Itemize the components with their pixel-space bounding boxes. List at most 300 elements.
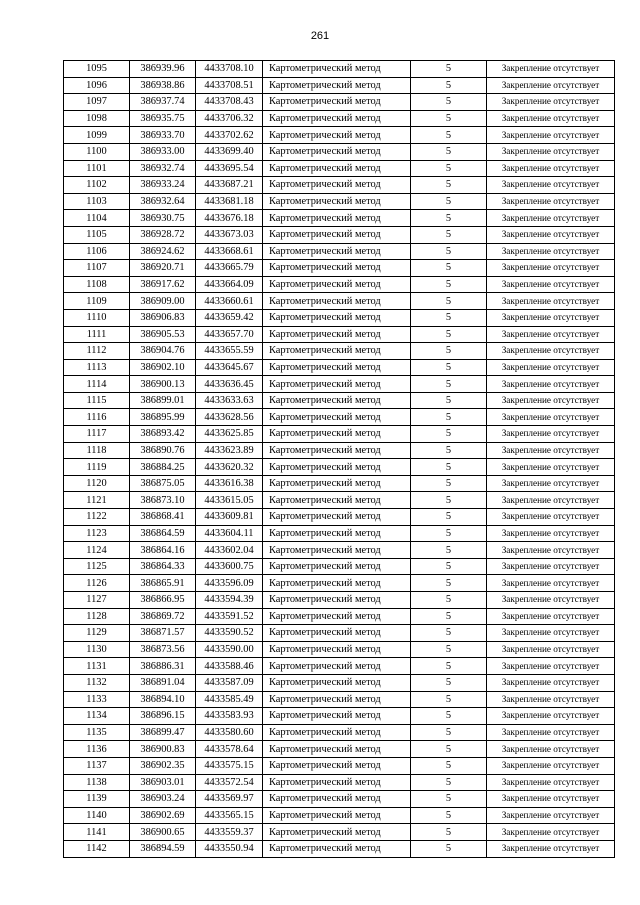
accuracy-cell: 5 (411, 757, 487, 774)
y-coordinate-cell: 4433708.10 (196, 61, 263, 78)
method-cell: Картометрический метод (263, 475, 411, 492)
accuracy-cell: 5 (411, 492, 487, 509)
y-coordinate-cell: 4433616.38 (196, 475, 263, 492)
x-coordinate-cell: 386894.59 (130, 840, 196, 857)
y-coordinate-cell: 4433590.52 (196, 625, 263, 642)
accuracy-cell: 5 (411, 525, 487, 542)
fixing-cell: Закрепление отсутствует (487, 392, 615, 409)
x-coordinate-cell: 386871.57 (130, 625, 196, 642)
y-coordinate-cell: 4433645.67 (196, 359, 263, 376)
table-row (64, 94, 615, 111)
method-cell: Картометрический метод (263, 459, 411, 476)
accuracy-cell: 5 (411, 392, 487, 409)
table-row (64, 459, 615, 476)
method-cell: Картометрический метод (263, 641, 411, 658)
accuracy-cell: 5 (411, 376, 487, 393)
fixing-cell: Закрепление отсутствует (487, 509, 615, 526)
fixing-cell: Закрепление отсутствует (487, 774, 615, 791)
y-coordinate-cell: 4433600.75 (196, 558, 263, 575)
x-coordinate-cell: 386868.41 (130, 509, 196, 526)
y-coordinate-cell: 4433587.09 (196, 674, 263, 691)
fixing-cell: Закрепление отсутствует (487, 94, 615, 111)
table-row (64, 392, 615, 409)
fixing-cell: Закрепление отсутствует (487, 110, 615, 127)
method-cell: Картометрический метод (263, 226, 411, 243)
point-number-cell: 1140 (64, 807, 130, 824)
method-cell: Картометрический метод (263, 293, 411, 310)
method-cell: Картометрический метод (263, 525, 411, 542)
point-number-cell: 1109 (64, 293, 130, 310)
fixing-cell: Закрепление отсутствует (487, 658, 615, 675)
x-coordinate-cell: 386886.31 (130, 658, 196, 675)
y-coordinate-cell: 4433590.00 (196, 641, 263, 658)
y-coordinate-cell: 4433620.32 (196, 459, 263, 476)
point-number-cell: 1107 (64, 260, 130, 277)
fixing-cell: Закрепление отсутствует (487, 840, 615, 857)
point-number-cell: 1112 (64, 343, 130, 360)
x-coordinate-cell: 386933.70 (130, 127, 196, 144)
accuracy-cell: 5 (411, 840, 487, 857)
accuracy-cell: 5 (411, 226, 487, 243)
method-cell: Картометрический метод (263, 575, 411, 592)
method-cell: Картометрический метод (263, 757, 411, 774)
y-coordinate-cell: 4433596.09 (196, 575, 263, 592)
accuracy-cell: 5 (411, 807, 487, 824)
accuracy-cell: 5 (411, 326, 487, 343)
fixing-cell: Закрепление отсутствует (487, 127, 615, 144)
point-number-cell: 1120 (64, 475, 130, 492)
accuracy-cell: 5 (411, 442, 487, 459)
x-coordinate-cell: 386869.72 (130, 608, 196, 625)
table-row (64, 309, 615, 326)
x-coordinate-cell: 386932.74 (130, 160, 196, 177)
y-coordinate-cell: 4433615.05 (196, 492, 263, 509)
x-coordinate-cell: 386905.53 (130, 326, 196, 343)
table-row (64, 260, 615, 277)
fixing-cell: Закрепление отсутствует (487, 359, 615, 376)
table-row (64, 658, 615, 675)
table-row (64, 757, 615, 774)
y-coordinate-cell: 4433604.11 (196, 525, 263, 542)
y-coordinate-cell: 4433602.04 (196, 542, 263, 559)
accuracy-cell: 5 (411, 824, 487, 841)
point-number-cell: 1113 (64, 359, 130, 376)
x-coordinate-cell: 386900.65 (130, 824, 196, 841)
y-coordinate-cell: 4433565.15 (196, 807, 263, 824)
x-coordinate-cell: 386864.16 (130, 542, 196, 559)
accuracy-cell: 5 (411, 293, 487, 310)
method-cell: Картометрический метод (263, 110, 411, 127)
x-coordinate-cell: 386902.10 (130, 359, 196, 376)
method-cell: Картометрический метод (263, 824, 411, 841)
point-number-cell: 1098 (64, 110, 130, 127)
y-coordinate-cell: 4433706.32 (196, 110, 263, 127)
fixing-cell: Закрепление отсутствует (487, 475, 615, 492)
point-number-cell: 1106 (64, 243, 130, 260)
method-cell: Картометрический метод (263, 94, 411, 111)
accuracy-cell: 5 (411, 691, 487, 708)
point-number-cell: 1142 (64, 840, 130, 857)
table-row (64, 359, 615, 376)
fixing-cell: Закрепление отсутствует (487, 309, 615, 326)
x-coordinate-cell: 386935.75 (130, 110, 196, 127)
method-cell: Картометрический метод (263, 558, 411, 575)
accuracy-cell: 5 (411, 77, 487, 94)
fixing-cell: Закрепление отсутствует (487, 210, 615, 227)
method-cell: Картометрический метод (263, 177, 411, 194)
point-number-cell: 1101 (64, 160, 130, 177)
y-coordinate-cell: 4433594.39 (196, 592, 263, 609)
point-number-cell: 1116 (64, 409, 130, 426)
method-cell: Картометрический метод (263, 807, 411, 824)
point-number-cell: 1115 (64, 392, 130, 409)
table-row (64, 276, 615, 293)
accuracy-cell: 5 (411, 110, 487, 127)
y-coordinate-cell: 4433572.54 (196, 774, 263, 791)
fixing-cell: Закрепление отсутствует (487, 326, 615, 343)
point-number-cell: 1137 (64, 757, 130, 774)
accuracy-cell: 5 (411, 160, 487, 177)
x-coordinate-cell: 386903.24 (130, 791, 196, 808)
x-coordinate-cell: 386930.75 (130, 210, 196, 227)
table-row (64, 475, 615, 492)
y-coordinate-cell: 4433578.64 (196, 741, 263, 758)
method-cell: Картометрический метод (263, 243, 411, 260)
x-coordinate-cell: 386864.59 (130, 525, 196, 542)
point-number-cell: 1110 (64, 309, 130, 326)
method-cell: Картометрический метод (263, 61, 411, 78)
point-number-cell: 1105 (64, 226, 130, 243)
point-number-cell: 1099 (64, 127, 130, 144)
table-row (64, 774, 615, 791)
method-cell: Картометрический метод (263, 791, 411, 808)
fixing-cell: Закрепление отсутствует (487, 143, 615, 160)
accuracy-cell: 5 (411, 475, 487, 492)
x-coordinate-cell: 386902.69 (130, 807, 196, 824)
fixing-cell: Закрепление отсутствует (487, 376, 615, 393)
point-number-cell: 1131 (64, 658, 130, 675)
fixing-cell: Закрепление отсутствует (487, 193, 615, 210)
y-coordinate-cell: 4433559.37 (196, 824, 263, 841)
table-row (64, 492, 615, 509)
y-coordinate-cell: 4433569.97 (196, 791, 263, 808)
method-cell: Картометрический метод (263, 359, 411, 376)
x-coordinate-cell: 386904.76 (130, 343, 196, 360)
method-cell: Картометрический метод (263, 376, 411, 393)
table-row (64, 376, 615, 393)
accuracy-cell: 5 (411, 210, 487, 227)
x-coordinate-cell: 386875.05 (130, 475, 196, 492)
x-coordinate-cell: 386903.01 (130, 774, 196, 791)
y-coordinate-cell: 4433623.89 (196, 442, 263, 459)
table-row (64, 592, 615, 609)
method-cell: Картометрический метод (263, 77, 411, 94)
table-row (64, 143, 615, 160)
x-coordinate-cell: 386902.35 (130, 757, 196, 774)
point-number-cell: 1097 (64, 94, 130, 111)
x-coordinate-cell: 386939.96 (130, 61, 196, 78)
method-cell: Картометрический метод (263, 193, 411, 210)
fixing-cell: Закрепление отсутствует (487, 542, 615, 559)
table-row (64, 61, 615, 78)
method-cell: Картометрический метод (263, 326, 411, 343)
point-number-cell: 1127 (64, 592, 130, 609)
accuracy-cell: 5 (411, 658, 487, 675)
fixing-cell: Закрепление отсутствует (487, 226, 615, 243)
fixing-cell: Закрепление отсутствует (487, 791, 615, 808)
point-number-cell: 1132 (64, 674, 130, 691)
x-coordinate-cell: 386866.95 (130, 592, 196, 609)
x-coordinate-cell: 386899.01 (130, 392, 196, 409)
accuracy-cell: 5 (411, 625, 487, 642)
method-cell: Картометрический метод (263, 741, 411, 758)
fixing-cell: Закрепление отсутствует (487, 409, 615, 426)
fixing-cell: Закрепление отсутствует (487, 426, 615, 443)
method-cell: Картометрический метод (263, 774, 411, 791)
accuracy-cell: 5 (411, 791, 487, 808)
fixing-cell: Закрепление отсутствует (487, 260, 615, 277)
fixing-cell: Закрепление отсутствует (487, 625, 615, 642)
fixing-cell: Закрепление отсутствует (487, 77, 615, 94)
method-cell: Картометрический метод (263, 392, 411, 409)
accuracy-cell: 5 (411, 459, 487, 476)
x-coordinate-cell: 386890.76 (130, 442, 196, 459)
method-cell: Картометрический метод (263, 691, 411, 708)
point-number-cell: 1139 (64, 791, 130, 808)
accuracy-cell: 5 (411, 343, 487, 360)
y-coordinate-cell: 4433708.43 (196, 94, 263, 111)
y-coordinate-cell: 4433659.42 (196, 309, 263, 326)
fixing-cell: Закрепление отсутствует (487, 558, 615, 575)
y-coordinate-cell: 4433657.70 (196, 326, 263, 343)
y-coordinate-cell: 4433628.56 (196, 409, 263, 426)
y-coordinate-cell: 4433702.62 (196, 127, 263, 144)
y-coordinate-cell: 4433699.40 (196, 143, 263, 160)
table-row (64, 127, 615, 144)
x-coordinate-cell: 386896.15 (130, 708, 196, 725)
table-row (64, 110, 615, 127)
accuracy-cell: 5 (411, 193, 487, 210)
accuracy-cell: 5 (411, 741, 487, 758)
fixing-cell: Закрепление отсутствует (487, 724, 615, 741)
y-coordinate-cell: 4433676.18 (196, 210, 263, 227)
point-number-cell: 1129 (64, 625, 130, 642)
point-number-cell: 1104 (64, 210, 130, 227)
point-number-cell: 1095 (64, 61, 130, 78)
accuracy-cell: 5 (411, 243, 487, 260)
table-row (64, 177, 615, 194)
point-number-cell: 1122 (64, 509, 130, 526)
point-number-cell: 1111 (64, 326, 130, 343)
accuracy-cell: 5 (411, 276, 487, 293)
x-coordinate-cell: 386900.83 (130, 741, 196, 758)
accuracy-cell: 5 (411, 674, 487, 691)
fixing-cell: Закрепление отсутствует (487, 592, 615, 609)
table-row (64, 542, 615, 559)
method-cell: Картометрический метод (263, 840, 411, 857)
accuracy-cell: 5 (411, 542, 487, 559)
table-row (64, 641, 615, 658)
method-cell: Картометрический метод (263, 608, 411, 625)
table-row (64, 160, 615, 177)
fixing-cell: Закрепление отсутствует (487, 691, 615, 708)
y-coordinate-cell: 4433609.81 (196, 509, 263, 526)
point-number-cell: 1096 (64, 77, 130, 94)
x-coordinate-cell: 386928.72 (130, 226, 196, 243)
method-cell: Картометрический метод (263, 210, 411, 227)
table-row (64, 708, 615, 725)
point-number-cell: 1119 (64, 459, 130, 476)
x-coordinate-cell: 386909.00 (130, 293, 196, 310)
point-number-cell: 1128 (64, 608, 130, 625)
y-coordinate-cell: 4433588.46 (196, 658, 263, 675)
method-cell: Картометрический метод (263, 160, 411, 177)
method-cell: Картометрический метод (263, 343, 411, 360)
x-coordinate-cell: 386933.00 (130, 143, 196, 160)
coordinates-table (63, 60, 615, 858)
table-row (64, 243, 615, 260)
table-row (64, 442, 615, 459)
fixing-cell: Закрепление отсутствует (487, 708, 615, 725)
point-number-cell: 1117 (64, 426, 130, 443)
method-cell: Картометрический метод (263, 309, 411, 326)
y-coordinate-cell: 4433585.49 (196, 691, 263, 708)
coordinates-table-body (64, 61, 615, 858)
y-coordinate-cell: 4433687.21 (196, 177, 263, 194)
table-row (64, 558, 615, 575)
method-cell: Картометрический метод (263, 625, 411, 642)
point-number-cell: 1124 (64, 542, 130, 559)
point-number-cell: 1135 (64, 724, 130, 741)
table-row (64, 426, 615, 443)
method-cell: Картометрический метод (263, 708, 411, 725)
fixing-cell: Закрепление отсутствует (487, 608, 615, 625)
point-number-cell: 1136 (64, 741, 130, 758)
y-coordinate-cell: 4433681.18 (196, 193, 263, 210)
fixing-cell: Закрепление отсутствует (487, 824, 615, 841)
method-cell: Картометрический метод (263, 509, 411, 526)
page-number: 261 (310, 30, 330, 42)
table-row (64, 724, 615, 741)
point-number-cell: 1114 (64, 376, 130, 393)
table-row (64, 509, 615, 526)
x-coordinate-cell: 386933.24 (130, 177, 196, 194)
point-number-cell: 1108 (64, 276, 130, 293)
x-coordinate-cell: 386884.25 (130, 459, 196, 476)
fixing-cell: Закрепление отсутствует (487, 442, 615, 459)
point-number-cell: 1100 (64, 143, 130, 160)
method-cell: Картометрический метод (263, 592, 411, 609)
y-coordinate-cell: 4433591.52 (196, 608, 263, 625)
fixing-cell: Закрепление отсутствует (487, 807, 615, 824)
y-coordinate-cell: 4433664.09 (196, 276, 263, 293)
x-coordinate-cell: 386895.99 (130, 409, 196, 426)
fixing-cell: Закрепление отсутствует (487, 525, 615, 542)
fixing-cell: Закрепление отсутствует (487, 243, 615, 260)
method-cell: Картометрический метод (263, 492, 411, 509)
method-cell: Картометрический метод (263, 724, 411, 741)
y-coordinate-cell: 4433665.79 (196, 260, 263, 277)
table-row (64, 226, 615, 243)
accuracy-cell: 5 (411, 409, 487, 426)
table-row (64, 674, 615, 691)
method-cell: Картометрический метод (263, 409, 411, 426)
table-row (64, 343, 615, 360)
method-cell: Картометрический метод (263, 260, 411, 277)
table-row (64, 791, 615, 808)
y-coordinate-cell: 4433580.60 (196, 724, 263, 741)
fixing-cell: Закрепление отсутствует (487, 61, 615, 78)
point-number-cell: 1133 (64, 691, 130, 708)
fixing-cell: Закрепление отсутствует (487, 293, 615, 310)
table-row (64, 741, 615, 758)
accuracy-cell: 5 (411, 359, 487, 376)
accuracy-cell: 5 (411, 61, 487, 78)
x-coordinate-cell: 386864.33 (130, 558, 196, 575)
fixing-cell: Закрепление отсутствует (487, 276, 615, 293)
accuracy-cell: 5 (411, 309, 487, 326)
accuracy-cell: 5 (411, 592, 487, 609)
point-number-cell: 1102 (64, 177, 130, 194)
x-coordinate-cell: 386906.83 (130, 309, 196, 326)
table-row (64, 824, 615, 841)
x-coordinate-cell: 386893.42 (130, 426, 196, 443)
y-coordinate-cell: 4433550.94 (196, 840, 263, 857)
point-number-cell: 1141 (64, 824, 130, 841)
accuracy-cell: 5 (411, 509, 487, 526)
point-number-cell: 1123 (64, 525, 130, 542)
accuracy-cell: 5 (411, 177, 487, 194)
table-row (64, 525, 615, 542)
point-number-cell: 1126 (64, 575, 130, 592)
point-number-cell: 1125 (64, 558, 130, 575)
point-number-cell: 1138 (64, 774, 130, 791)
table-row (64, 840, 615, 857)
accuracy-cell: 5 (411, 774, 487, 791)
x-coordinate-cell: 386865.91 (130, 575, 196, 592)
y-coordinate-cell: 4433660.61 (196, 293, 263, 310)
x-coordinate-cell: 386873.56 (130, 641, 196, 658)
fixing-cell: Закрепление отсутствует (487, 575, 615, 592)
point-number-cell: 1134 (64, 708, 130, 725)
fixing-cell: Закрепление отсутствует (487, 674, 615, 691)
accuracy-cell: 5 (411, 260, 487, 277)
method-cell: Картометрический метод (263, 127, 411, 144)
x-coordinate-cell: 386873.10 (130, 492, 196, 509)
method-cell: Картометрический метод (263, 674, 411, 691)
x-coordinate-cell: 386917.62 (130, 276, 196, 293)
y-coordinate-cell: 4433575.15 (196, 757, 263, 774)
y-coordinate-cell: 4433655.59 (196, 343, 263, 360)
y-coordinate-cell: 4433633.63 (196, 392, 263, 409)
accuracy-cell: 5 (411, 608, 487, 625)
table-row (64, 691, 615, 708)
point-number-cell: 1118 (64, 442, 130, 459)
x-coordinate-cell: 386924.62 (130, 243, 196, 260)
x-coordinate-cell: 386938.86 (130, 77, 196, 94)
accuracy-cell: 5 (411, 724, 487, 741)
table-row (64, 193, 615, 210)
accuracy-cell: 5 (411, 641, 487, 658)
table-row (64, 608, 615, 625)
method-cell: Картометрический метод (263, 276, 411, 293)
point-number-cell: 1130 (64, 641, 130, 658)
accuracy-cell: 5 (411, 426, 487, 443)
table-row (64, 77, 615, 94)
table-row (64, 293, 615, 310)
accuracy-cell: 5 (411, 575, 487, 592)
y-coordinate-cell: 4433636.45 (196, 376, 263, 393)
